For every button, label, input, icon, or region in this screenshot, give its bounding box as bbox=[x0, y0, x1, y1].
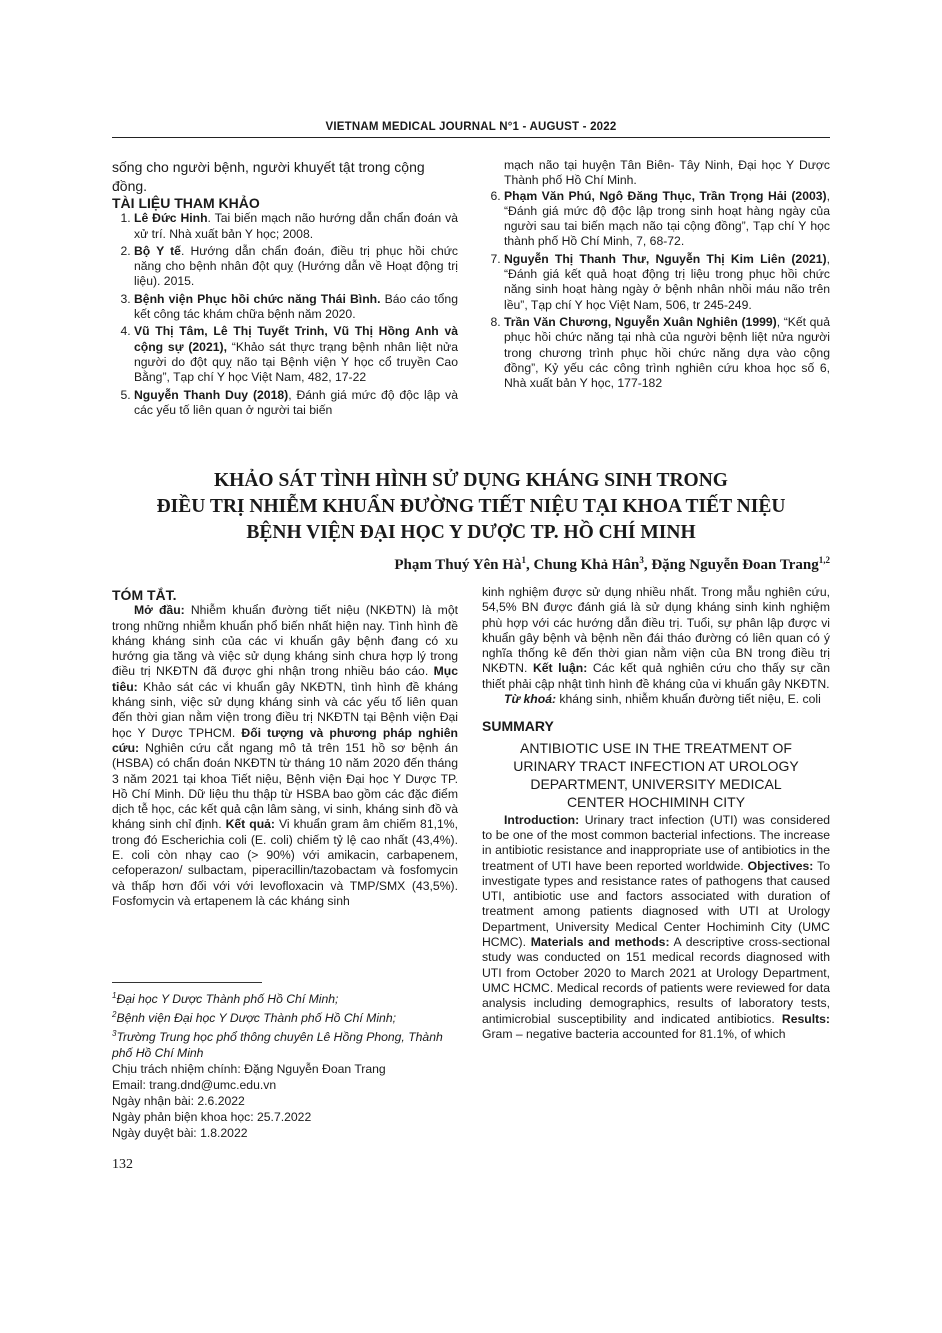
english-title: ANTIBIOTIC USE IN THE TREATMENT OF URINARY TRACT INFECTION AT UROLOGY DEPARTMENT, UNIVERSITY MEDICAL CENTER HOCHIMINH CITY bbox=[513, 739, 799, 810]
email: Email: trang.dnd@umc.edu.vn bbox=[112, 1078, 277, 1093]
reference-item: 5. Nguyễn Thanh Duy (2018), Đánh giá mức độ độc lập và các yếu tố liên quan ở người tai biến bbox=[134, 388, 458, 419]
author-name: Đặng Nguyễn Đoan Trang bbox=[651, 557, 819, 573]
reference-item: 6. Phạm Văn Phú, Ngô Đăng Thục, Trần Trọng Hải (2003), “Đánh giá mức độ độc lập trong sinh hoạt hàng ngày của người sau tai biến mạch não tại cộng đồng”, Tạp chí Y học thành phố Hồ Chí Minh, 7, 68-72. bbox=[504, 189, 830, 250]
footnote-rule bbox=[112, 982, 262, 983]
date-accepted: Ngày duyệt bài: 1.8.2022 bbox=[112, 1126, 248, 1141]
header-rule bbox=[112, 137, 830, 138]
author-list: Phạm Thuý Yên $Hà^1$, Chung Khả Hân$^3$, Đặng Nguyễn Đoan Trang$^{1,2}$ bbox=[394, 555, 830, 573]
reference-continuation: mạch não tại huyện Tân Biên- Tây Ninh, Đại học Y Dược Thành phố Hồ Chí Minh. bbox=[504, 158, 830, 188]
summary-heading: SUMMARY bbox=[482, 718, 554, 735]
prev-article-closing-text: sống cho người bệnh, người khuyết tật trong cộng đồng. bbox=[112, 159, 425, 194]
article-title bbox=[112, 468, 830, 546]
abstract-left-column bbox=[112, 588, 458, 909]
abstract-heading: TÓM TẮT. bbox=[112, 587, 177, 603]
title-line: BỆNH VIỆN ĐẠI HỌC Y DƯỢC TP. HỒ CHÍ MINH bbox=[246, 522, 696, 543]
prev-article-right-column bbox=[482, 158, 830, 393]
reference-item: 3. Bệnh viện Phục hồi chức năng Thái Bình. Báo cáo tổng kết công tác khám chữa bệnh năm 2020. bbox=[134, 292, 458, 323]
corresponding-author: Chịu trách nhiệm chính: Đặng Nguyễn Đoan Trang bbox=[112, 1062, 386, 1077]
affiliation: $^1$Đại học Y Dược Thành phố Hồ Chí Minh; bbox=[112, 991, 339, 1007]
date-received: Ngày nhận bài: 2.6.2022 bbox=[112, 1094, 245, 1109]
affiliation: $^3$Trường Trung học phổ thông chuyên Lê Hồng Phong, Thành phố Hồ Chí Minh bbox=[112, 1029, 443, 1061]
reference-item: 2. Bộ Y tế. Hướng dẫn chẩn đoán, điều trị phục hồi chức năng cho bệnh nhân đột quỵ (Hướng dẫn về Hoạt động trị liệu). 2015. bbox=[134, 244, 458, 290]
affiliation: $^2$Bệnh viện Đại học Y Dược Thành phố Hồ Chí Minh; bbox=[112, 1010, 396, 1026]
date-reviewed: Ngày phản biện khoa học: 25.7.2022 bbox=[112, 1110, 312, 1125]
journal-header: VIETNAM MEDICAL JOURNAL N°1 - AUGUST - 2022 bbox=[325, 121, 617, 133]
reference-item: 1. Lê Đức Hinh. Tai biến mạch não hướng dẫn chẩn đoán và xử trí. Nhà xuất bản Y học; 2008. bbox=[134, 211, 458, 242]
author-name: Phạm Thuý Yên Hà bbox=[394, 557, 522, 573]
keywords: Từ khoá: kháng sinh, nhiễm khuẩn đường tiết niệu, E. coli bbox=[504, 692, 821, 707]
title-line: ĐIỀU TRỊ NHIỄM KHUẨN ĐƯỜNG TIẾT NIỆU TẠI KHOA TIẾT NIỆU bbox=[156, 496, 786, 517]
abstract-vi-continuation: kinh nghiệm được sử dụng nhiều nhất. Trong mẫu nghiên cứu, 54,5% BN được đánh giá là sử dụng kháng sinh kinh nghiệm phù hợp với các hướng dẫn điều trị. Tuổi, sự phân lập được vi khuẩn gây bệnh và bệnh nền đái tháo đường có liên quan có ý nghĩa thống kê đến thời gian nằm viện của BN trong điều trị NKĐTN. Kết luận: Các kết quả nghiên cứu cho thấy sự cần thiết phải cập nhật tình hình đề kháng của vi khuẩn gây NKĐTN. bbox=[482, 585, 830, 691]
references-list-right bbox=[482, 189, 830, 392]
page-number: 132 bbox=[112, 1157, 133, 1172]
prev-article-left-column bbox=[112, 158, 458, 420]
references-list-left bbox=[112, 211, 458, 418]
references-heading: TÀI LIỆU THAM KHẢO bbox=[112, 195, 260, 211]
reference-item: 8. Trần Văn Chương, Nguyễn Xuân Nghiên (1999), “Kết quả phục hồi chức năng tại nhà của người bệnh liệt nửa người trong chương trình phục hồi chức năng dựa vào cộng đồng”, Kỷ yếu các công trình nghiên cứu khoa học số 6, Nhà xuất bản Y học, 177-182 bbox=[504, 315, 830, 391]
summary-en-body: Introduction: Urinary tract infection (UTI) was considered to be one of the most common bacterial infections. The increase in antibiotic resistance and inappropriate use of antibiotics in the treatment of UTI have been reported worldwide. Objectives: To investigate types and resistance rates of pathogens that caused UTI, antibiotic use and factors associated with duration of treatment among patients diagnosed with UTI at Urology Department, University Medical Center Hochiminh City (UMC HCMC). Materials and methods: A descriptive cross-sectional study was conducted on 151 medical records diagnosed with UTI from October 2020 to March 2021 at Urology Department, UMC HCMC. Medical records of patients were reviewed for data analysis including demographics, results of laboratory tests, antimicrobial susceptibility and indicated antibiotics. Results: Gram – negative bacteria accounted for 81.1%, of which bbox=[482, 812, 830, 1041]
footnotes bbox=[112, 988, 462, 1141]
abstract-vi-body: Mở đầu: Nhiễm khuẩn đường tiết niệu (NKĐTN) là một trong những nhiễm khuẩn phổ biến nhất hiện nay. Tình hình đề kháng kháng sinh của các vi khuẩn gây bệnh đang có xu hướng gia tăng và việc sử dụng kháng sinh chưa hợp lý trong điều trị NKĐTN đã được ghi nhận trong nhiều báo cáo. Mục tiêu: Khảo sát các vi khuẩn gây NKĐTN, tình hình đề kháng kháng sinh, việc sử dụng kháng sinh và các yếu tố liên quan đến thời gian nằm viện trong điều trị NKĐTN tại Bệnh viện Đại học Y Dược TPHCM. Đối tượng và phương pháp nghiên cứu: Nghiên cứu cắt ngang mô tả trên 151 hồ sơ bệnh án (HSBA) có chẩn đoán NKĐTN từ tháng 10 năm 2020 đến tháng 3 năm 2021 tại khoa Tiết niệu, Bệnh viện Đại học Y Dược TP. Hồ Chí Minh. Dữ liệu thu thập từ HSBA bao gồm các đặc điểm dịch tễ học, các kết quả cận lâm sàng, vi sinh, kháng sinh đồ và kháng sinh chỉ định. Kết quả: Vi khuẩn gram âm chiếm 81,1%, trong đó Escherichia coli (E. coli) chiếm tỷ lệ cao nhất (43,4%). E. coli còn nhạy cao (> 90%) với amikacin, carbapenem, cefoperazon/ sulbactam, piperacillin/tazobactam và fosfomycin và thấp hơn đối với với levofloxacin và TMP/SMX (43,5%). Fosfomycin và ertapenem là các kháng sinh bbox=[112, 603, 459, 908]
reference-item: 4. Vũ Thị Tâm, Lê Thị Tuyết Trinh, Vũ Thị Hồng Anh và cộng sự (2021), “Khảo sát thực trạng bệnh nhân liệt nửa người do đột quỵ não tại Bệnh viện Y học cổ truyền Cao Bằng”, Tạp chí Y học Việt Nam, 482, 17-22 bbox=[134, 324, 458, 385]
abstract-right-column bbox=[482, 585, 830, 1042]
reference-item: 7. Nguyễn Thị Thanh Thư, Nguyễn Thị Kim Liên (2021), “Đánh giá kết quả hoạt động trị liệu trong phục hồi chức năng sinh hoạt hàng ngày ở bệnh nhân nhồi máu não trên lều”, Tạp chí Y học Việt Nam, 506, tr 245-249. bbox=[504, 252, 830, 313]
author-name: Chung Khả Hân bbox=[533, 557, 640, 573]
title-line: KHẢO SÁT TÌNH HÌNH SỬ DỤNG KHÁNG SINH TRONG bbox=[214, 470, 728, 491]
